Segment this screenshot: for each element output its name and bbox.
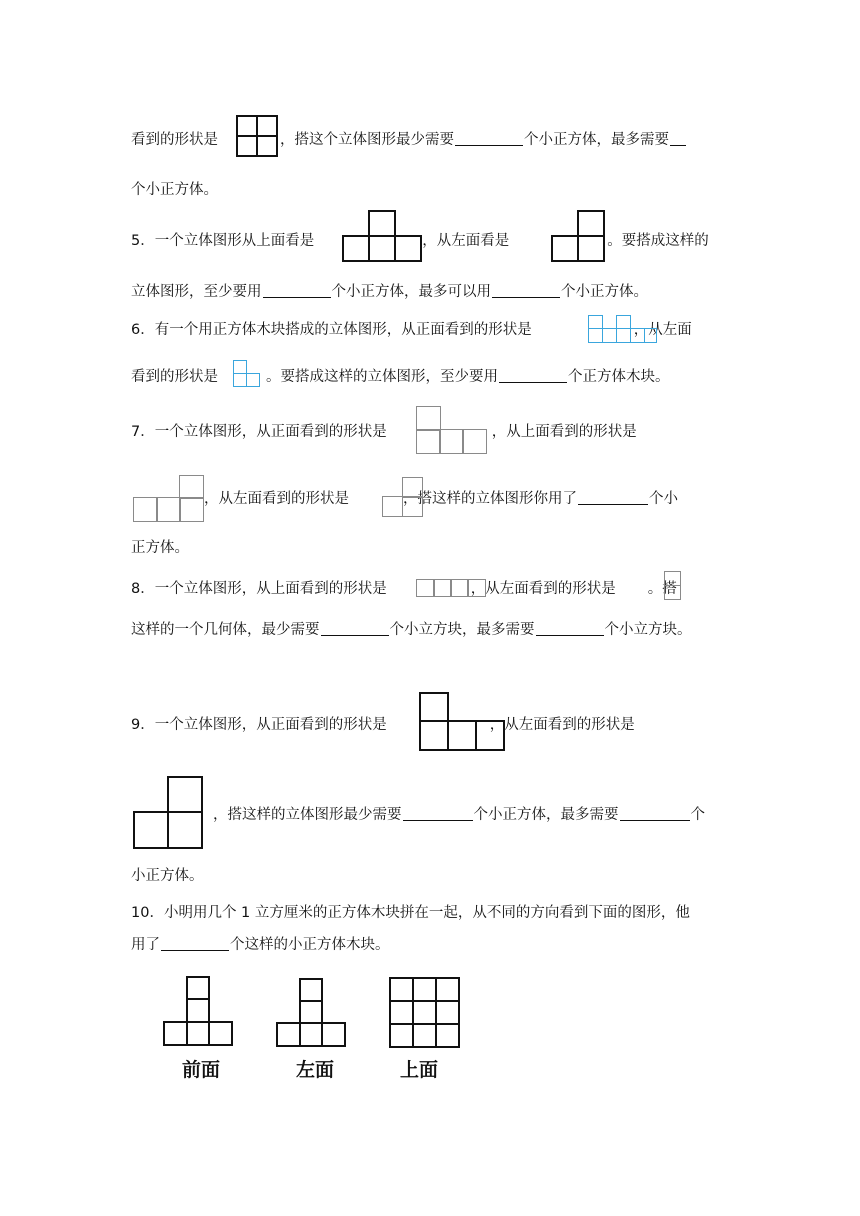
answer-blank[interactable]	[578, 490, 648, 505]
answer-blank[interactable]	[321, 621, 389, 636]
q9-line1: 9．一个立体图形，从正面看到的形状是 ，从左面看到的形状是	[131, 717, 635, 733]
answer-blank[interactable]	[536, 621, 604, 636]
answer-blank[interactable]	[403, 806, 473, 821]
answer-blank[interactable]	[161, 936, 229, 951]
q5-line1: 5．一个立体图形从上面看是 ，从左面看是 。要搭成这样的	[131, 233, 709, 249]
q6-line2: 看到的形状是 。要搭成这样的立体图形，至少要用 个正方体木块。	[131, 369, 670, 385]
q4-line1: 看到的形状是 ，搭这个立体图形最少需要 个小正方体，最多需要	[131, 130, 687, 150]
answer-blank[interactable]	[455, 131, 523, 146]
q6-line1: 6．有一个用正方体木块搭成的立体图形，从正面看到的形状是 ，从左面	[131, 322, 692, 338]
q10-line1: 10．小明用几个 1 立方厘米的正方体木块拼在一起，从不同的方向看到下面的图形，他	[131, 905, 690, 921]
q9-line2: ，搭这样的立体图形最少需要 个小正方体，最多需要 个	[213, 807, 705, 823]
q5-line2: 立体图形，至少要用 个小正方体，最多可以用 个小正方体。	[131, 284, 648, 300]
q9-line3: 小正方体。	[131, 868, 204, 884]
answer-blank[interactable]	[620, 806, 690, 821]
q8-line1: 8．一个立体图形，从上面看到的形状是 ，从左面看到的形状是 。搭	[131, 581, 677, 597]
answer-blank[interactable]	[670, 131, 686, 146]
q10-line2: 用了 个这样的小正方体木块。	[131, 937, 390, 953]
q7-line1: 7．一个立体图形，从正面看到的形状是 ，从上面看到的形状是	[131, 424, 637, 440]
answer-blank[interactable]	[499, 368, 567, 383]
answer-blank[interactable]	[492, 283, 560, 298]
q4-line2: 个小正方体。	[131, 182, 218, 198]
left-view-label: 左面	[296, 1059, 335, 1081]
q8-line2: 这样的一个几何体，最少需要 个小立方块，最多需要 个小立方块。	[131, 622, 692, 638]
answer-blank[interactable]	[263, 283, 331, 298]
front-view-label: 前面	[182, 1059, 221, 1081]
q7-line2: ，从左面看到的形状是 ，搭这样的立体图形你用了 个小	[204, 491, 678, 507]
top-view-label: 上面	[400, 1059, 439, 1081]
q7-line3: 正方体。	[131, 540, 189, 556]
